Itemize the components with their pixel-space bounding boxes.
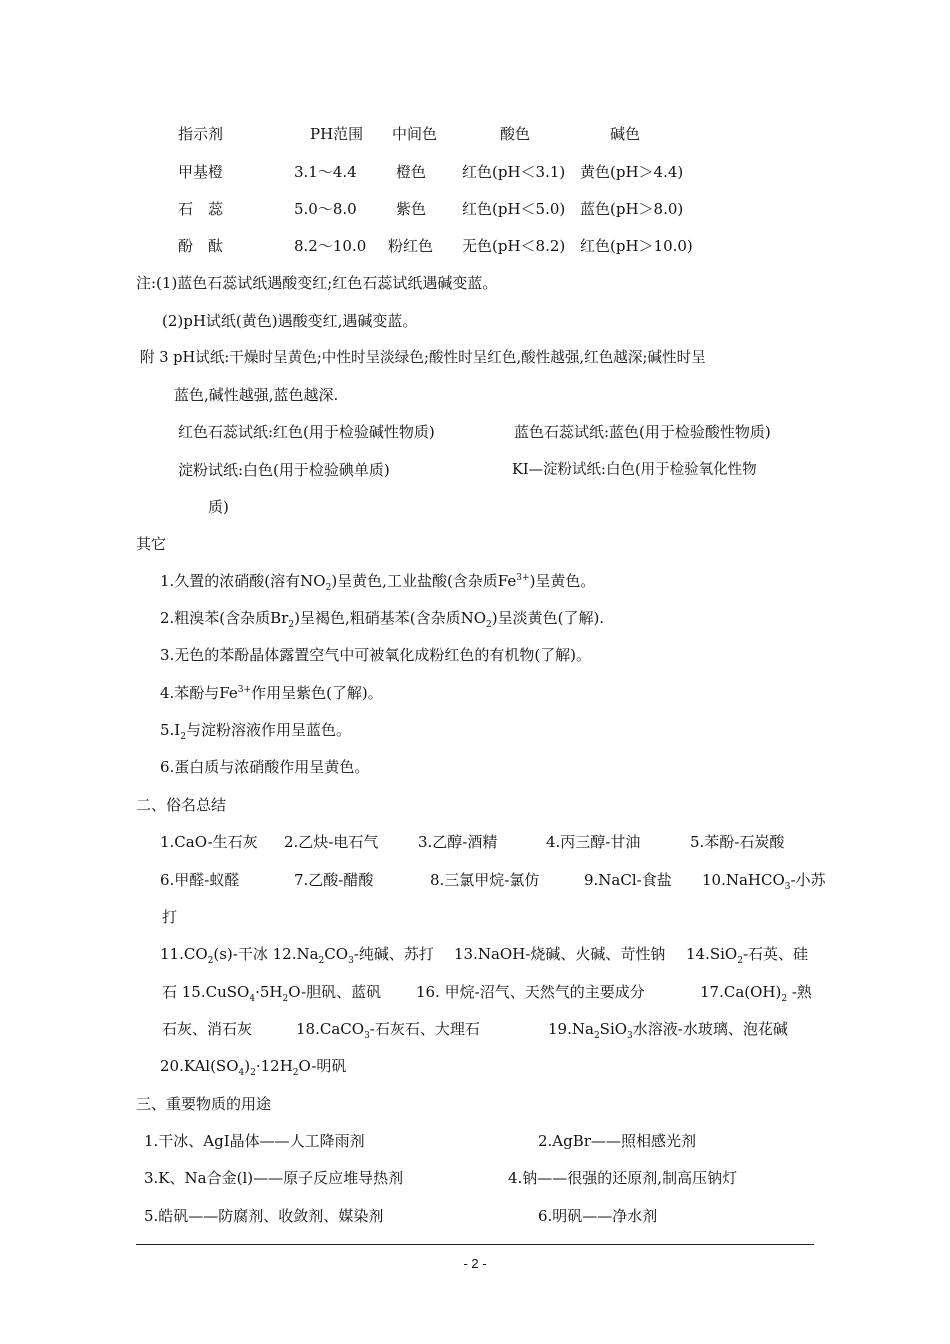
list-item: $5.I_2$与淀粉溶液作用呈蓝色。 (160, 721, 351, 742)
test-paper-blue-litmus: 蓝色石蕊试纸:蓝色(用于检验酸性物质) (514, 423, 771, 441)
common-name-item: 5.苯酚-石炭酸 (690, 833, 785, 851)
common-name-item: 13.NaOH-烧碱、火碱、苛性钠 (454, 945, 666, 963)
table-cell: 紫色 (396, 200, 427, 218)
note-2: (2)pH试纸(黄色)遇酸变红,遇碱变蓝。 (162, 312, 418, 330)
common-name-item: 4.丙三醇-甘油 (546, 833, 641, 851)
table-cell: 红色(pH＞10.0) (580, 237, 693, 255)
table-cell: 石 蕊 (178, 200, 224, 218)
note-1: 注:(1)蓝色石蕊试纸遇酸变红;红色石蕊试纸遇碱变蓝。 (136, 274, 498, 292)
list-item: 4.苯酚与$Fe^{3+}$作用呈紫色(了解)。 (160, 684, 383, 702)
section-heading-others: 其它 (136, 535, 167, 553)
common-name-item: $19.Na_2SiO_3$水溶液-水玻璃、泡花碱 (548, 1020, 788, 1041)
common-name-item: 3.乙醇-酒精 (418, 833, 498, 851)
section-heading-uses: 三、重要物质的用途 (136, 1095, 272, 1113)
common-name-item: 18.CaCO$_3$-石灰石、大理石 (296, 1020, 480, 1041)
table-cell: 蓝色(pH＞8.0) (580, 200, 684, 218)
common-name-item: 2.乙炔-电石气 (284, 833, 379, 851)
use-item: 2.AgBr——照相感光剂 (538, 1132, 696, 1150)
use-item: 6.明矾——净水剂 (538, 1207, 658, 1225)
common-name-item: 1.CaO-生石灰 (160, 833, 258, 851)
common-name-item: $17.Ca(OH)_2$ -熟 (700, 983, 812, 1004)
table-cell: 粉红色 (388, 237, 434, 255)
common-name-wrap: 打 (162, 908, 178, 926)
common-name-item: $20.KAl(SO_4)_2\cdot 12H_2O-$明矾 (160, 1057, 347, 1078)
table-cell: 甲基橙 (178, 163, 224, 181)
use-item: 1.干冰、AgI晶体——人工降雨剂 (144, 1132, 365, 1150)
table-cell: 3.1～4.4 (294, 163, 357, 181)
common-names-line: 石灰、消石灰 (162, 1020, 253, 1038)
test-paper-ki-starch: KI—淀粉试纸:白色(用于检验氧化性物 (512, 462, 757, 478)
list-item: 3.无色的苯酚晶体露置空气中可被氧化成粉红色的有机物(了解)。 (160, 646, 592, 664)
table-cell: 红色(pH＜5.0) (462, 200, 566, 218)
common-names-line: $11.CO_2(s)-$干冰 $12.Na_2CO_3-$纯碱、苏打 (160, 945, 434, 966)
test-paper-red-litmus: 红色石蕊试纸:红色(用于检验碱性物质) (178, 423, 435, 441)
section-heading-common-names: 二、俗名总结 (136, 796, 227, 814)
common-name-item: 9.NaCl-食盐 (584, 871, 672, 889)
table-cell: 无色(pH＜8.2) (462, 237, 566, 255)
use-item: 3.K、Na合金(l)——原子反应堆导热剂 (144, 1169, 404, 1187)
appendix-3-line-2: 蓝色,碱性越强,蓝色越深. (174, 386, 339, 404)
list-item: 6.蛋白质与浓硝酸作用呈黄色。 (160, 758, 370, 776)
use-item: 4.钠——很强的还原剂,制高压钠灯 (508, 1169, 738, 1187)
common-name-item: 7.乙酸-醋酸 (294, 871, 374, 889)
table-cell: 8.2～10.0 (294, 237, 367, 255)
table-cell: 黄色(pH＞4.4) (580, 163, 684, 181)
common-name-item: 10.NaHCO$_3$-小苏 (702, 871, 826, 892)
appendix-3-line-1: 附 3 pH试纸:干燥时呈黄色;中性时呈淡绿色;酸性时呈红色,酸性越强,红色越深;碱性时呈 (140, 349, 706, 366)
common-name-item: 8.三氯甲烷-氯仿 (430, 871, 540, 889)
common-name-item: 16. 甲烷-沼气、天然气的主要成分 (416, 983, 645, 1001)
use-item: 5.皓矾——防腐剂、收敛剂、媒染剂 (144, 1207, 384, 1225)
table-cell: 橙色 (396, 163, 427, 181)
table-header: 指示剂 (178, 125, 224, 143)
list-item: 1.久置的浓硝酸(溶有$NO_2$)呈黄色,工业盐酸(含杂质$Fe^{3+}$)呈黄色。 (160, 572, 596, 593)
table-header: 中间色 (392, 125, 438, 143)
table-cell: 红色(pH＜3.1) (462, 163, 566, 181)
footer-divider (136, 1244, 814, 1245)
table-cell: 酚 酞 (178, 237, 224, 255)
table-header: 碱色 (610, 125, 641, 143)
test-paper-wrap: 质) (208, 498, 229, 516)
test-paper-starch: 淀粉试纸:白色(用于检验碘单质) (178, 461, 390, 479)
common-name-item: 14.SiO$_2$-石英、硅 (686, 945, 809, 966)
table-cell: 5.0～8.0 (294, 200, 357, 218)
list-item: 2.粗溴苯(含杂质$Br_2$)呈褐色,粗硝基苯(含杂质$NO_2$)呈淡黄色(了解). (160, 609, 605, 630)
table-header: 酸色 (500, 125, 531, 143)
common-name-item: 6.甲醛-蚁醛 (160, 871, 240, 889)
common-names-line: 石 $15.CuSO_4\cdot 5H_2O-$胆矾、蓝矾 (162, 983, 382, 1004)
page-number: - 2 - (463, 1256, 487, 1271)
table-header: PH范围 (310, 125, 364, 143)
